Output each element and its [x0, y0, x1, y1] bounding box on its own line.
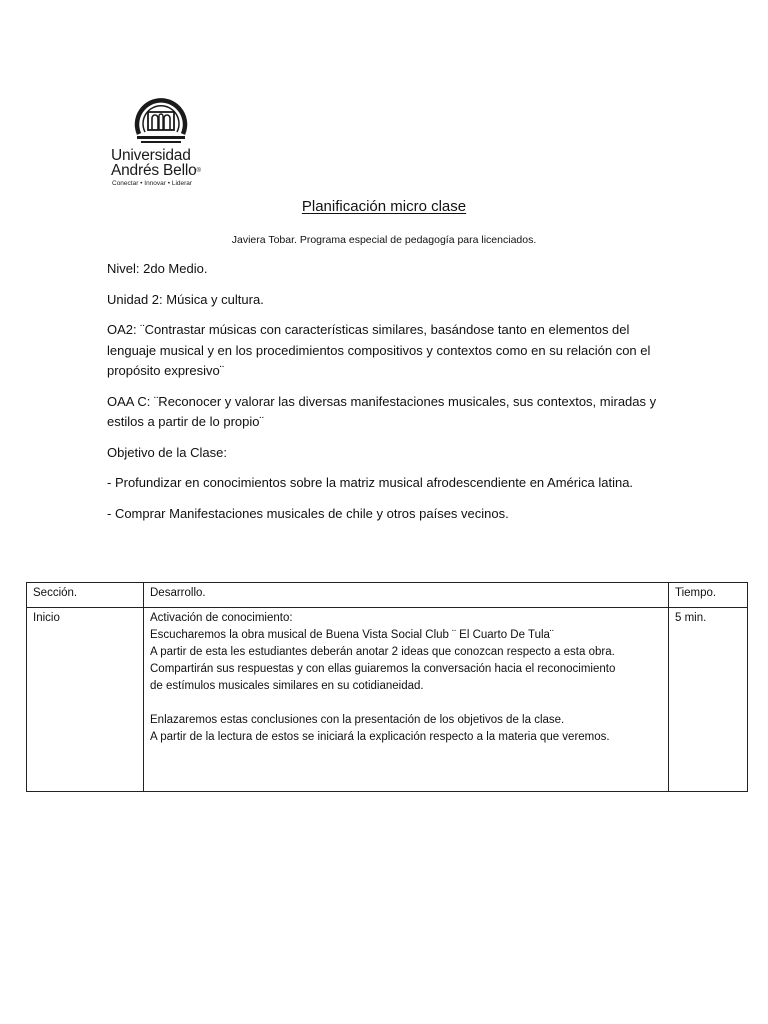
university-emblem-icon — [131, 92, 191, 148]
unidad-label: Unidad 2: — [107, 291, 163, 307]
oaac-text: ¨Reconocer y valorar las diversas manifestaciones musicales, sus contextos, miradas y estilos a partir de lo propio¨ — [107, 393, 657, 429]
desarrollo-block — [150, 610, 662, 746]
document-title: Planificación micro clase — [301, 198, 467, 215]
table-row — [27, 608, 748, 792]
document-subtitle: Javiera Tobar. Programa especial de pedagogía para licenciados. — [231, 234, 537, 246]
registered-mark: ® — [196, 168, 201, 174]
cell-desarrollo — [144, 608, 669, 792]
objetivo-item-1: - Profundizar en conocimientos sobre la matriz musical afrodescendiente en América latina. — [107, 475, 634, 490]
table-header-row — [27, 583, 748, 608]
cell-seccion: Inicio — [27, 608, 144, 792]
header-seccion: Sección. — [27, 583, 144, 608]
oa2-label: OA2: — [107, 322, 137, 337]
unidad-text: Música y cultura. — [162, 291, 264, 307]
logo-wordmark — [111, 148, 201, 179]
nivel-paragraph: Nivel: 2do Medio. — [107, 261, 208, 276]
desarrollo-line: A partir de esta les estudiantes deberán anotar 2 ideas que conozcan respecto a esta obra. — [150, 646, 615, 658]
oaac-paragraph — [107, 392, 662, 433]
header-desarrollo: Desarrollo. — [144, 583, 669, 608]
logo-line-1: Universidad — [111, 147, 191, 164]
unidad-paragraph — [107, 290, 662, 311]
desarrollo-line: Compartirán sus respuestas y con ellas guiaremos la conversación hacia el reconocimiento — [150, 663, 616, 675]
header-tiempo: Tiempo. — [669, 583, 748, 608]
objetivo-heading: Objetivo de la Clase: — [107, 444, 227, 460]
desarrollo-line: Activación de conocimiento: — [150, 612, 293, 624]
desarrollo-line: A partir de la lectura de estos se iniciará la explicación respecto a la materia que veremos. — [150, 731, 610, 743]
logo-tagline: Conectar • Innovar • Liderar — [112, 180, 193, 187]
paragraph-gap — [150, 695, 662, 712]
objetivo-item-2: - Comprar Manifestaciones musicales de chile y otros países vecinos. — [107, 505, 509, 521]
desarrollo-line: Enlazaremos estas conclusiones con la presentación de los objetivos de la clase. — [150, 714, 565, 726]
cell-tiempo: 5 min. — [669, 608, 748, 792]
oaac-label: OAA C: — [107, 393, 151, 409]
logo-line-2: Andrés Bello — [111, 162, 197, 179]
oa2-text: ¨Contrastar músicas con características similares, basándose tanto en elementos del lenguaje musical y en los procedimientos compositivos y contextos como en su relación con el propósito expresivo¨ — [107, 322, 651, 378]
desarrollo-line: Escucharemos la obra musical de Buena Vista Social Club ¨ El Cuarto De Tula¨ — [150, 629, 554, 641]
desarrollo-line: de estímulos musicales similares en su cotidianeidad. — [150, 680, 424, 692]
document-body — [107, 259, 662, 534]
university-logo — [108, 92, 228, 192]
oa2-paragraph — [107, 320, 662, 382]
planning-table — [26, 582, 748, 792]
